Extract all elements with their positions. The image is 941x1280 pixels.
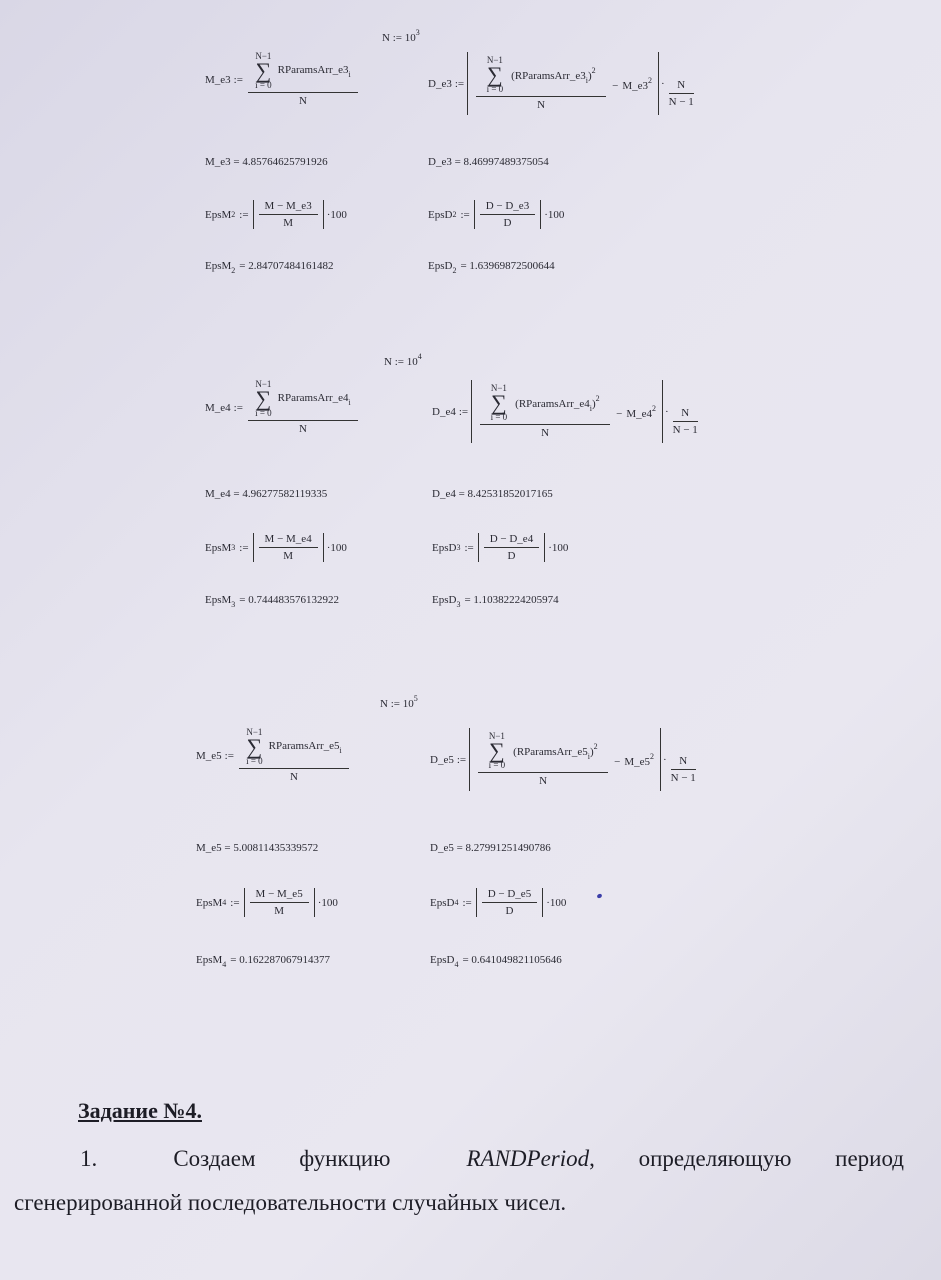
variance-denominator: N [541,427,550,439]
mean-denominator: N [289,771,298,783]
sum-symbol [489,732,506,770]
fraction-bar [248,92,358,93]
n-assignment [384,352,422,368]
absolute-value [253,533,324,562]
n-ratio-fraction [671,755,696,784]
array-name: RParamsArr_e5 [268,739,340,752]
fraction-bar [259,214,318,215]
eps-value: = 0.744483576132922 [239,594,339,606]
times-hundred: ·100 [326,208,347,221]
sigma-icon: ∑ [491,390,507,415]
variance-bracket [469,728,661,791]
eps-fraction [484,533,539,562]
minus-op: − [612,79,619,92]
eps-fraction [259,533,318,562]
fraction-bar [250,902,309,903]
times-hundred: ·100 [548,541,569,554]
variance-numerator [481,56,602,94]
eps-index: 4 [454,898,459,907]
n-ratio-fraction [669,79,694,108]
assign-op: := [454,77,465,90]
task-item-number: 1. [80,1146,98,1171]
minus-op: − [616,407,623,420]
sum-lower-limit: i = 0 [246,756,263,766]
eps-index: 2 [452,210,457,219]
variance-term: $(RParamsArr\_e4_i)^2$ [515,393,600,413]
square-exponent: 2 [593,741,598,751]
square-exponent: 2 [647,75,652,85]
sigma-icon: ∑ [255,386,272,411]
task-text-after: , определяющую период [589,1146,904,1171]
variance-denominator: N [537,99,546,111]
variance-numerator [485,384,606,422]
n-label: N := 10 [382,32,416,44]
epsd-result [428,260,555,275]
sigma-icon: ∑ [487,62,503,87]
mean-name: M_e3 [622,79,648,92]
array-name: RParamsArr_e3 [277,63,349,76]
eps-name: EpsM [196,896,223,909]
variance-term: $(RParamsArr\_e5_i)^2$ [513,741,598,761]
assign-op: := [464,541,474,554]
times-hundred: ·100 [544,208,565,221]
array-index: i [585,75,588,85]
epsd-definition [432,533,568,562]
eps-value: = 2.84707484161482 [239,260,334,272]
variance-numerator [483,732,604,770]
eps-denominator: M [283,550,294,562]
mean-result: M_e4 = 4.96277582119335 [205,488,328,500]
mean-numerator [240,728,348,766]
assign-op: := [239,541,249,554]
eps-index: 2 [231,210,236,219]
epsm-definition [196,888,338,917]
mean-definition [205,52,360,107]
fraction-bar [671,769,696,770]
eps-index: 4 [454,960,459,969]
square-exponent: 2 [595,393,600,403]
mean-result: M_e5 = 5.00811435339572 [196,842,319,854]
variance-result: D_e4 = 8.42531852017165 [432,488,553,500]
sum-symbol [255,380,272,418]
eps-numerator: D − D_e4 [489,533,534,545]
sum-upper-limit: N−1 [255,51,272,61]
n-ratio-numerator: N [677,79,686,91]
eps-index: 2 [231,266,236,275]
eps-fraction [480,200,535,229]
n-assignment [380,694,418,710]
variance-denominator: N [539,775,548,787]
array-name: RParamsArr_e4 [277,391,349,404]
variance-result: D_e3 = 8.46997489375054 [428,156,549,168]
eps-name: EpsM [205,208,232,221]
eps-name: EpsD [430,954,455,966]
epsd-result [430,954,562,969]
array-name: RParamsArr_e5 [516,745,588,758]
eps-name: EpsM [196,954,223,966]
mean-denominator: N [298,95,307,107]
assign-op: := [239,208,249,221]
variance-name: D_e3 [428,77,452,90]
eps-numerator: M − M_e5 [255,888,303,900]
eps-value: = 0.641049821105646 [462,954,562,966]
assign-op: := [233,401,243,414]
fraction-bar [480,424,610,425]
task-function-name: RANDPeriod [466,1146,590,1171]
task-paragraph-line1 [80,1146,904,1172]
fraction-bar [478,772,608,773]
eps-index: 3 [456,543,461,552]
mean-fraction [239,728,349,783]
eps-numerator: M − M_e3 [264,200,312,212]
mean-denominator: N [298,423,307,435]
eps-numerator: D − D_e3 [485,200,530,212]
eps-value: = 1.10382224205974 [464,594,559,606]
times-hundred: ·100 [317,896,338,909]
fraction-bar [669,93,694,94]
square-exponent: 2 [649,751,654,761]
variance-name: D_e4 [432,405,456,418]
eps-name: EpsM [205,260,232,272]
times-hundred: ·100 [326,541,347,554]
minus-op: − [614,755,621,768]
mean-squared [614,752,654,768]
epsd-result [432,594,559,609]
eps-name: EpsM [205,594,232,606]
n-ratio-denominator: N − 1 [670,772,696,784]
eps-denominator: M [274,905,285,917]
sigma-icon: ∑ [246,734,263,759]
epsm-result [196,954,330,969]
mean-numerator [249,380,357,418]
fraction-bar [248,420,358,421]
variance-fraction [478,732,608,787]
absolute-value [476,888,543,917]
epsm-result [205,594,339,609]
mean-fraction [248,380,358,435]
mean-definition [196,728,351,783]
mean-term [269,740,342,755]
sum-symbol [255,52,272,90]
mean-name: M_e5 [196,749,222,762]
assign-op: := [458,405,469,418]
task-title: Задание №4. [78,1098,202,1123]
eps-index: 4 [222,898,227,907]
square-exponent: 2 [591,65,596,75]
n-label: N := 10 [384,356,418,368]
mean-numerator [249,52,357,90]
sigma-icon: ∑ [489,738,505,763]
absolute-value [474,200,541,229]
epsm-result [205,260,334,275]
variance-definition: D_e5 := N−1 ∑ i = 0 $(RParamsArr\_e5_i)^2$ N − $M\_e5^2$ · $\frac{N}{N - 1}$ [430,728,698,791]
assign-op: := [230,896,240,909]
square-exponent: 2 [651,403,656,413]
eps-index: 2 [452,266,457,275]
fraction-bar [484,547,539,548]
assign-op: := [233,73,243,86]
times-hundred: ·100 [546,896,567,909]
variance-bracket [467,52,659,115]
n-ratio-numerator: N [681,407,690,419]
mean-term [278,64,351,79]
eps-name: EpsD [432,541,457,554]
n-exponent: 4 [417,352,422,361]
variance-fraction [480,384,610,439]
mean-squared [612,76,652,92]
eps-name: EpsD [430,896,455,909]
task-paragraph-line2: сгенерированной последовательности случайных чисел. [14,1190,567,1215]
pen-mark [596,893,602,899]
eps-index: 3 [231,543,236,552]
n-ratio-denominator: N − 1 [668,96,694,108]
sum-lower-limit: i = 0 [486,84,504,94]
n-exponent: 5 [413,694,418,703]
sum-upper-limit: N−1 [490,383,507,393]
array-index: i [587,751,590,761]
array-index: i [339,745,342,755]
fraction-bar [480,214,535,215]
eps-numerator: M − M_e4 [264,533,312,545]
array-index: i [348,69,351,79]
sum-lower-limit: i = 0 [488,760,506,770]
eps-value: = 1.63969872500644 [460,260,555,272]
epsm-definition [205,533,347,562]
epsm-definition [205,200,347,229]
sum-upper-limit: N−1 [246,727,263,737]
eps-index: 4 [222,960,227,969]
eps-denominator: D [507,550,516,562]
variance-bracket [471,380,663,443]
sum-lower-limit: i = 0 [490,412,508,422]
mean-name: M_e4 [626,407,652,420]
assign-op: := [460,208,470,221]
variance-definition: D_e4 := N−1 ∑ i = 0 $(RParamsArr\_e4_i)^2$ N − $M\_e4^2$ · $\frac{N}{N - 1}$ [432,380,700,443]
array-index: i [348,397,351,407]
fraction-bar [482,902,537,903]
epsd-definition [428,200,564,229]
fraction-bar [476,96,606,97]
assign-op: := [224,749,234,762]
eps-denominator: D [505,905,514,917]
mean-name: M_e5 [624,755,650,768]
sum-lower-limit: i = 0 [255,80,272,90]
n-ratio-fraction [673,407,698,436]
epsd-definition [430,888,566,917]
eps-name: EpsD [428,208,453,221]
eps-fraction [250,888,309,917]
sum-symbol [246,728,263,766]
array-index: i [589,403,592,413]
task-text-before: Создаем функцию [173,1146,391,1171]
eps-numerator: D − D_e5 [487,888,532,900]
fraction-bar [259,547,318,548]
eps-name: EpsD [432,594,457,606]
n-exponent: 3 [415,28,420,37]
sigma-icon: ∑ [255,58,272,83]
n-ratio-denominator: N − 1 [672,424,698,436]
variance-term: $(RParamsArr\_e3_i)^2$ [511,65,596,85]
sum-symbol [491,384,508,422]
eps-value: = 0.162287067914377 [230,954,330,966]
fraction-bar [673,421,698,422]
variance-fraction [476,56,606,111]
absolute-value [253,200,324,229]
absolute-value [244,888,315,917]
absolute-value [478,533,545,562]
fraction-bar [239,768,349,769]
array-name: RParamsArr_e3 [514,69,586,82]
eps-fraction [259,200,318,229]
eps-name: EpsD [428,260,453,272]
n-label: N := 10 [380,698,414,710]
sum-upper-limit: N−1 [488,731,505,741]
assign-op: := [462,896,472,909]
eps-name: EpsM [205,541,232,554]
eps-index: 3 [456,600,461,609]
eps-index: 3 [231,600,236,609]
assign-op: := [456,753,467,766]
mean-definition [205,380,360,435]
array-name: RParamsArr_e4 [518,397,590,410]
sum-symbol [487,56,504,94]
eps-denominator: D [503,217,512,229]
mean-squared [616,404,656,420]
sum-lower-limit: i = 0 [255,408,272,418]
sum-upper-limit: N−1 [255,379,272,389]
mean-result: M_e3 = 4.85764625791926 [205,156,328,168]
mean-name: M_e4 [205,401,231,414]
eps-denominator: M [283,217,294,229]
variance-name: D_e5 [430,753,454,766]
sum-upper-limit: N−1 [486,55,503,65]
n-ratio-numerator: N [679,755,688,767]
mean-name: M_e3 [205,73,231,86]
mean-term [278,392,351,407]
variance-result: D_e5 = 8.27991251490786 [430,842,551,854]
mean-fraction [248,52,358,107]
eps-fraction [482,888,537,917]
n-assignment [382,28,420,44]
variance-definition: D_e3 := N−1 ∑ i = 0 $(RParamsArr\_e3_i)^2$ N − $M\_e3^2$ · $\frac{N}{N - 1}$ [428,52,696,115]
